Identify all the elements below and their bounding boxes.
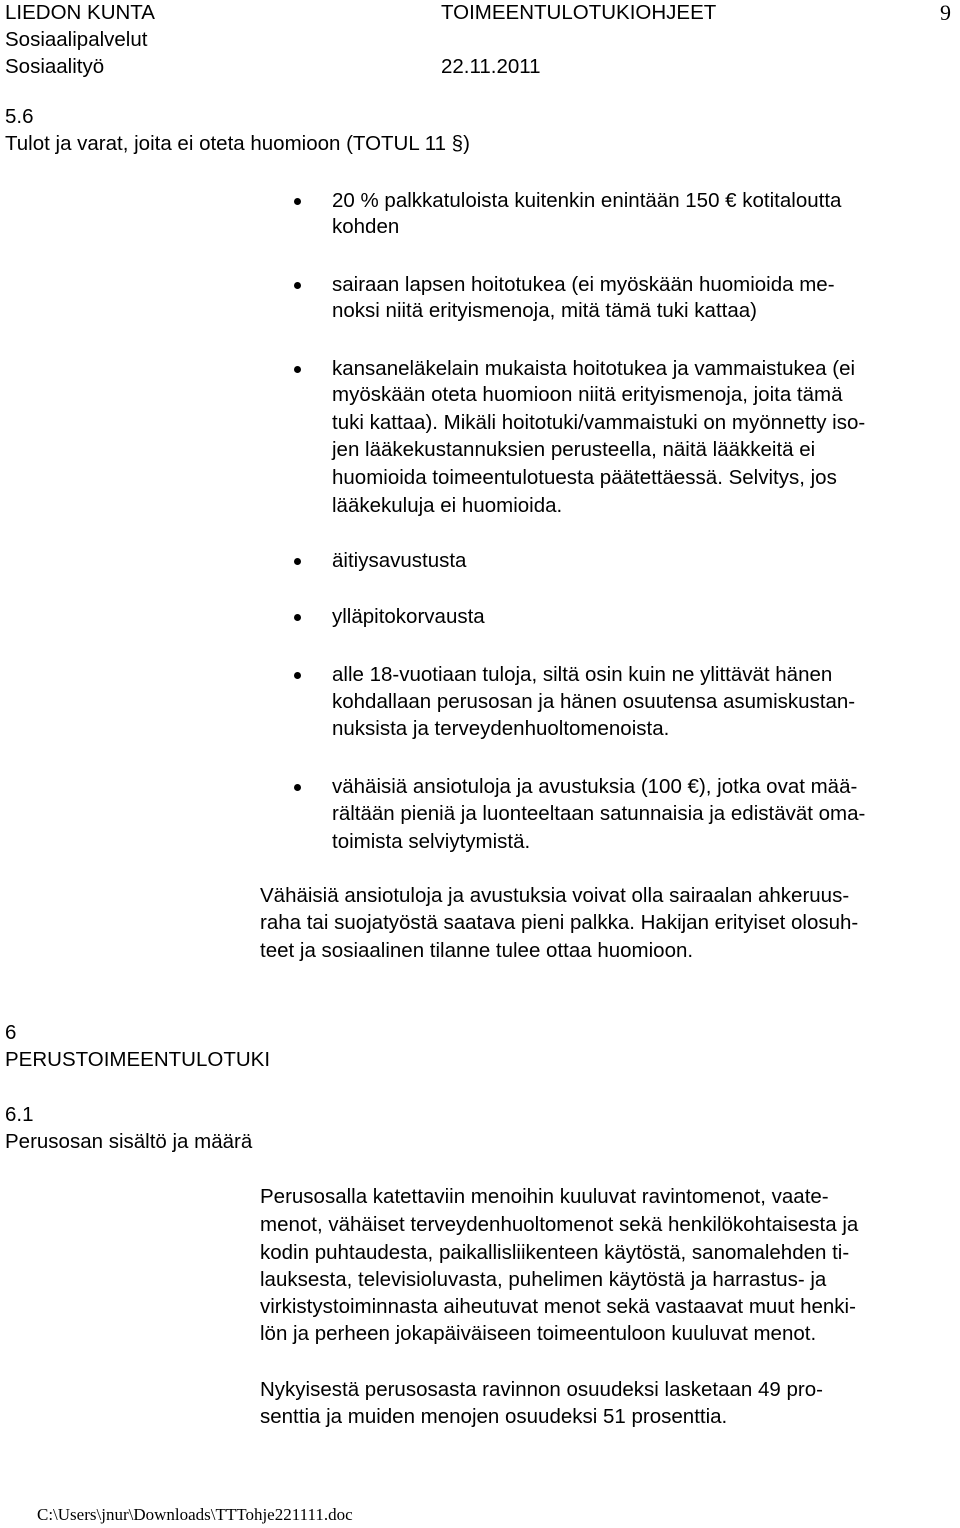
paragraph-line: menot, vähäiset terveydenhuoltomenot sekä henkilökohtaisesta ja — [260, 1213, 859, 1236]
paragraph-line: raha tai suojatyöstä saatava pieni palkka. Hakijan erityiset olosuh- — [260, 911, 859, 934]
bullet-icon — [294, 558, 301, 565]
list-item-line: lääkekuluja ei huomioida. — [332, 494, 563, 517]
list-item-line: äitiysavustusta — [332, 549, 467, 572]
list-item-line: sairaan lapsen hoitotukea (ei myöskään huomioida me- — [332, 273, 835, 296]
header-date: 22.11.2011 — [441, 55, 541, 78]
list-item-line: ylläpitokorvausta — [332, 605, 485, 628]
paragraph-line: senttia ja muiden menojen osuudeksi 51 prosenttia. — [260, 1405, 728, 1428]
header-org: LIEDON KUNTA — [5, 1, 155, 24]
list-item-line: jen lääkekustannuksien perusteella, näitä lääkkeitä ei — [332, 438, 816, 461]
list-item-line: kansaneläkelain mukaista hoitotukea ja vammaistukea (ei — [332, 357, 856, 380]
header-doc-title: TOIMEENTULOTUKIOHJEET — [441, 1, 717, 24]
section-number: 6.1 — [5, 1103, 34, 1126]
page-number: 9 — [940, 0, 951, 25]
bullet-icon — [294, 282, 301, 289]
paragraph-line: lauksesta, televisioluvasta, puhelimen käytöstä ja harrastus- ja — [260, 1268, 827, 1291]
bullet-icon — [294, 614, 301, 621]
paragraph-line: Nykyisestä perusosasta ravinnon osuudeksi lasketaan 49 pro- — [260, 1378, 823, 1401]
bullet-icon — [294, 198, 301, 205]
list-item-line: noksi niitä erityismenoja, mitä tämä tuki kattaa) — [332, 299, 757, 322]
bullet-icon — [294, 784, 301, 791]
paragraph-line: Vähäisiä ansiotuloja ja avustuksia voivat olla sairaalan ahkeruus- — [260, 884, 850, 907]
section-title: Perusosan sisältö ja määrä — [5, 1130, 253, 1153]
paragraph-line: Perusosalla katettaviin menoihin kuuluvat ravintomenot, vaate- — [260, 1185, 829, 1208]
paragraph-line: kodin puhtaudesta, paikallisliikenteen käytöstä, sanomalehden ti- — [260, 1241, 850, 1264]
paragraph-line: teet ja sosiaalinen tilanne tulee ottaa huomioon. — [260, 939, 694, 962]
list-item-line: kohden — [332, 215, 400, 238]
header-department: Sosiaalipalvelut — [5, 28, 148, 51]
section-title: PERUSTOIMEENTULOTUKI — [5, 1048, 271, 1071]
footer-file-path: C:\Users\jnur\Downloads\TTTohje221111.doc — [37, 1505, 353, 1524]
list-item-line: tuki kattaa). Mikäli hoitotuki/vammaistuki on myönnetty iso- — [332, 411, 866, 434]
list-item-line: kohdallaan perusosan ja hänen osuutensa asumiskustan- — [332, 690, 856, 713]
list-item-line: rältään pieniä ja luonteeltaan satunnaisia ja edistävät oma- — [332, 802, 866, 825]
list-item-line: toimista selviytymistä. — [332, 830, 531, 853]
list-item-line: vähäisiä ansiotuloja ja avustuksia (100 €), jotka ovat mää- — [332, 775, 858, 798]
list-item-line: nuksista ja terveydenhuoltomenoista. — [332, 717, 670, 740]
section-number: 6 — [5, 1021, 17, 1044]
section-number: 5.6 — [5, 105, 34, 128]
list-item-line: alle 18-vuotiaan tuloja, siltä osin kuin ne ylittävät hänen — [332, 663, 833, 686]
header-unit: Sosiaalityö — [5, 55, 105, 78]
bullet-icon — [294, 672, 301, 679]
paragraph-line: lön ja perheen jokapäiväiseen toimeentuloon kuuluvat menot. — [260, 1322, 817, 1345]
bullet-icon — [294, 366, 301, 373]
section-title: Tulot ja varat, joita ei oteta huomioon (TOTUL 11 §) — [5, 132, 470, 155]
list-item-line: 20 % palkkatuloista kuitenkin enintään 150 € kotitaloutta — [332, 189, 842, 212]
paragraph-line: virkistystoiminnasta aiheutuvat menot sekä vastaavat muut henki- — [260, 1295, 856, 1318]
list-item-line: myöskään oteta huomioon niitä erityismenoja, joita tämä — [332, 383, 843, 406]
list-item-line: huomioida toimeentulotuesta päätettäessä. Selvitys, jos — [332, 466, 837, 489]
